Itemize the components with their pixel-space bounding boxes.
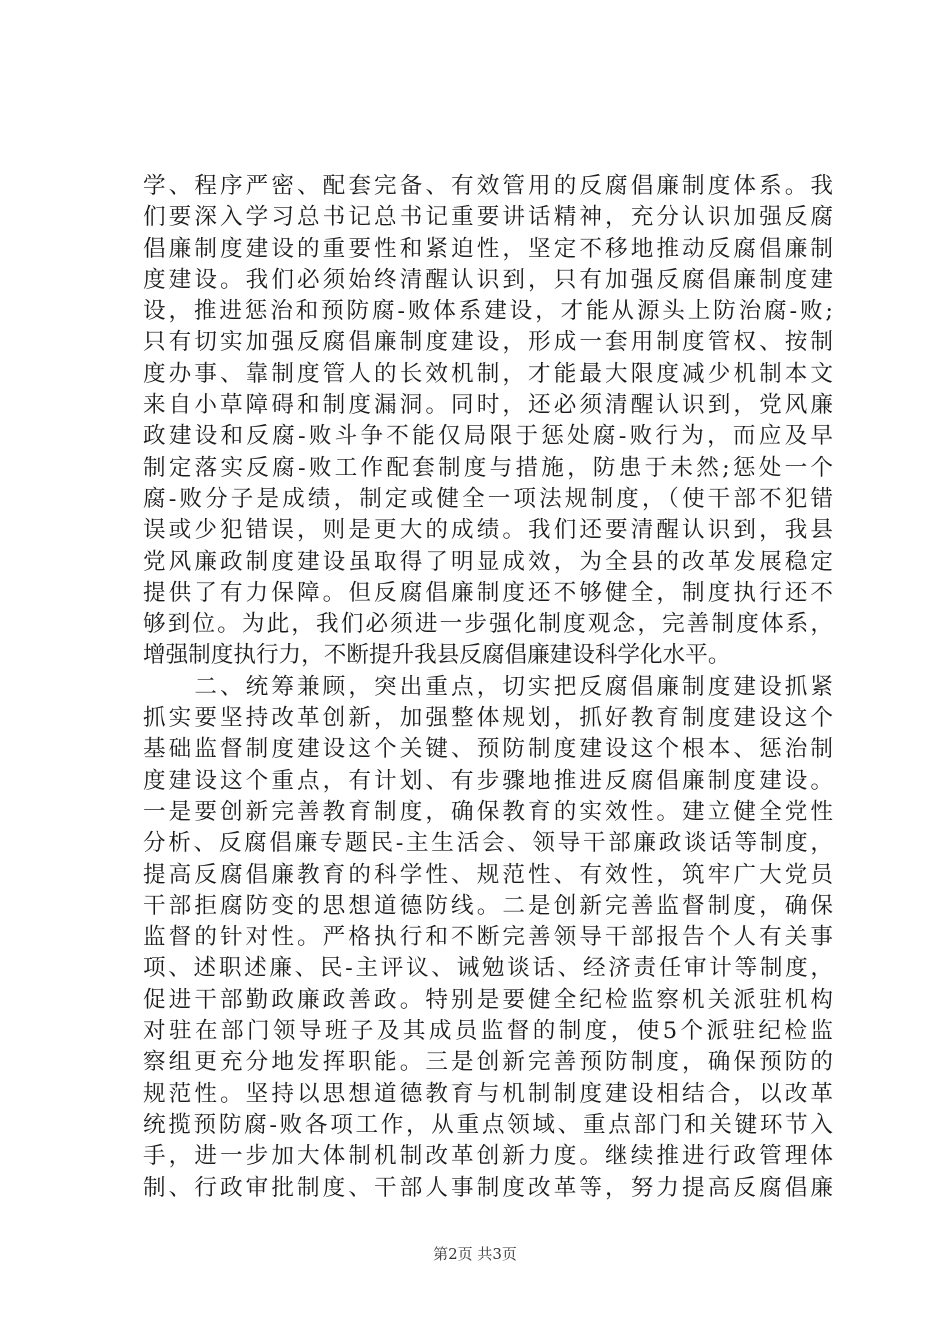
text-line: 学、程序严密、配套完备、有效管用的反腐倡廉制度体系。我 [143,173,833,199]
text-line: 基础监督制度建设这个关键、预防制度建设这个根本、惩治制 [143,736,833,763]
paragraph-end-line: 增强制度执行力，不断提升我县反腐倡廉建设科学化水平。 [143,642,731,669]
text-line: 度建设这个重点，有计划、有步骤地推进反腐倡廉制度建设。 [143,767,833,794]
text-line: 促进干部勤政廉政善政。特别是要健全纪检监察机关派驻机构 [143,986,833,1013]
text-line: 一是要创新完善教育制度，确保教育的实效性。建立健全党性 [143,798,833,825]
text-line: 倡廉制度建设的重要性和紧迫性，坚定不移地推动反腐倡廉制 [143,235,833,262]
text-line: 误或少犯错误，则是更大的成绩。我们还要清醒认识到，我县 [143,517,833,544]
text-line: 只有切实加强反腐倡廉制度建设，形成一套用制度管权、按制 [143,329,833,356]
text-line: 分析、反腐倡廉专题民-主生活会、领导干部廉政谈话等制度， [143,830,833,857]
text-line: 提供了有力保障。但反腐倡廉制度还不够健全，制度执行还不 [143,579,833,606]
text-line: 抓实要坚持改革创新，加强整体规划，抓好教育制度建设这个 [143,705,833,732]
text-line: 察组更充分地发挥职能。三是创新完善预防制度，确保预防的 [143,1049,833,1076]
text-line: 腐-败分子是成绩，制定或健全一项法规制度，（使干部不犯错 [143,485,833,512]
text-line: 对驻在部门领导班子及其成员监督的制度，使5个派驻纪检监 [143,1018,833,1045]
text-line: 制定落实反腐-败工作配套制度与措施，防患于未然;惩处一个 [143,454,833,481]
text-line: 度办事、靠制度管人的长效机制，才能最大限度减少机制本文 [143,360,833,387]
text-line: 监督的针对性。严格执行和不断完善领导干部报告个人有关事 [143,924,833,951]
body-text [143,171,833,1204]
text-line: 度建设。我们必须始终清醒认识到，只有加强反腐倡廉制度建 [143,266,833,293]
text-line: 政建设和反腐-败斗争不能仅局限于惩处腐-败行为，而应及早 [143,423,833,450]
text-line: 项、述职述廉、民-主评议、诫勉谈话、经济责任审计等制度， [143,955,833,982]
text-line: 党风廉政制度建设虽取得了明显成效，为全县的改革发展稳定 [143,548,833,575]
text-line: 统揽预防腐-败各项工作，从重点领域、重点部门和关键环节入 [143,1111,833,1138]
text-line: 够到位。为此，我们必须进一步强化制度观念，完善制度体系， [143,611,833,638]
text-line: 干部拒腐防变的思想道德防线。二是创新完善监督制度，确保 [143,892,833,919]
text-line: 制、行政审批制度、干部人事制度改革等，努力提高反腐倡廉 [143,1174,833,1201]
text-line: 设，推进惩治和预防腐-败体系建设，才能从源头上防治腐-败; [143,298,833,325]
text-line: 来自小草障碍和制度漏洞。同时，还必须清醒认识到，党风廉 [143,392,833,419]
text-line: 提高反腐倡廉教育的科学性、规范性、有效性，筑牢广大党员 [143,861,833,888]
text-line: 手，进一步加大体制机制改革创新力度。继续推进行政管理体 [143,1143,833,1170]
text-line: 们要深入学习总书记总书记重要讲话精神，充分认识加强反腐 [143,204,833,231]
text-line: 规范性。坚持以思想道德教育与机制制度建设相结合，以改革 [143,1080,833,1107]
page-number-footer: 第2页 共3页 [433,1245,517,1263]
section-heading-line: 二、统筹兼顾，突出重点，切实把反腐倡廉制度建设抓紧 [143,673,833,700]
